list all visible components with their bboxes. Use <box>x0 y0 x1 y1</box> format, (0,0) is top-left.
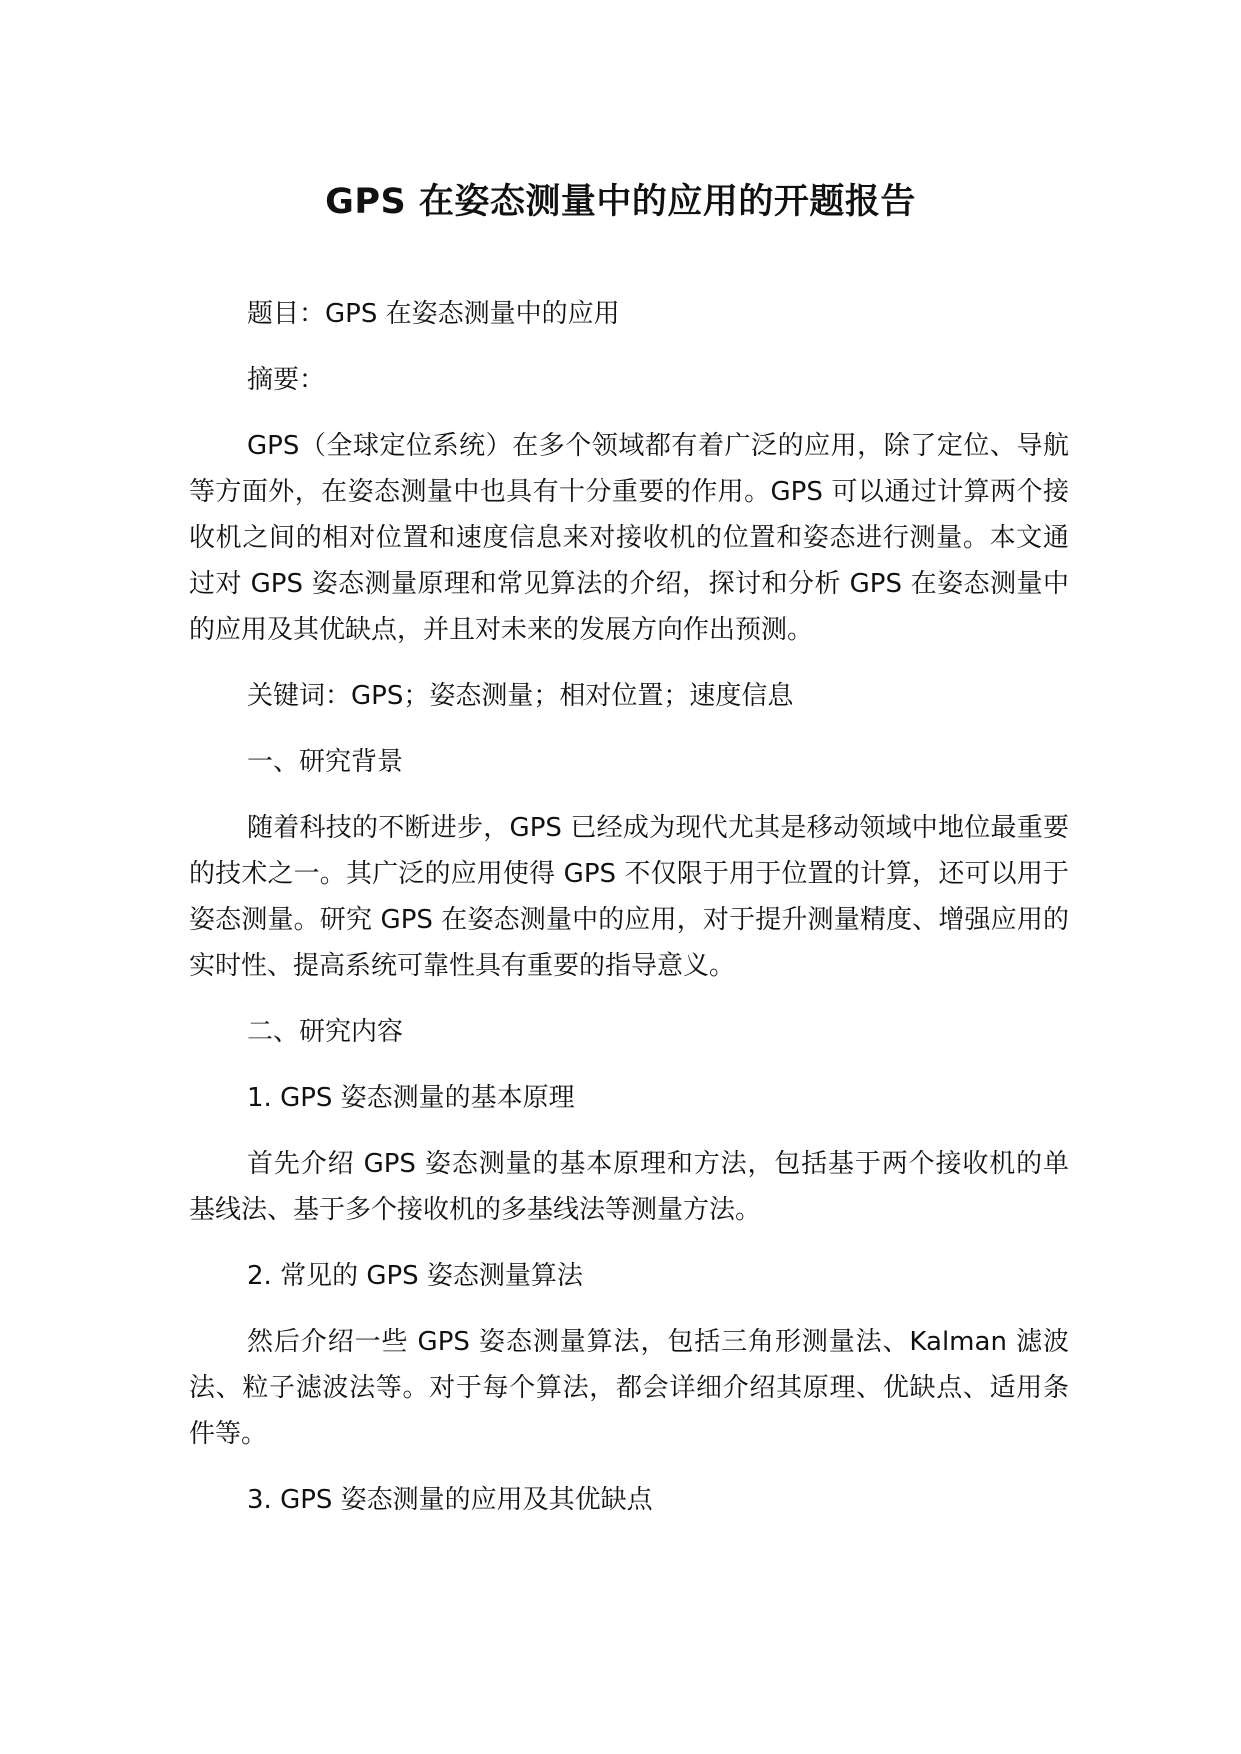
abstract-heading: 摘要： <box>247 365 326 395</box>
section-heading-background: 一、研究背景 <box>247 747 404 777</box>
background-paragraph: 随着科技的不断进步，GPS 已经成为现代尤其是移动领域中地位最重要的技术之一。其广泛的应用使得 GPS 不仅限于用于位置的计算，还可以用于姿态测量。研究 GPS 在姿态测量中的应用，对于提升测量精度、增强应用的实时性、提高系统可靠性具有重要的指导意义。 <box>189 813 1069 981</box>
document-title: GPS 在姿态测量中的应用的开题报告 <box>325 182 916 222</box>
subheading-algorithms: 2. 常见的 GPS 姿态测量算法 <box>247 1261 583 1291</box>
keywords-line: 关键词：GPS；姿态测量；相对位置；速度信息 <box>247 681 794 711</box>
topic-line: 题目：GPS 在姿态测量中的应用 <box>247 299 620 329</box>
subheading-principle: 1. GPS 姿态测量的基本原理 <box>247 1083 575 1113</box>
abstract-paragraph: GPS（全球定位系统）在多个领域都有着广泛的应用，除了定位、导航等方面外，在姿态测量中也具有十分重要的作用。GPS 可以通过计算两个接收机之间的相对位置和速度信息来对接收机的位置和姿态进行测量。本文通过对 GPS 姿态测量原理和常见算法的介绍，探讨和分析 GPS 在姿态测量中的应用及其优缺点，并且对未来的发展方向作出预测。 <box>189 431 1069 645</box>
algorithms-paragraph: 然后介绍一些 GPS 姿态测量算法，包括三角形测量法、Kalman 滤波法、粒子滤波法等。对于每个算法，都会详细介绍其原理、优缺点、适用条件等。 <box>189 1327 1069 1449</box>
document-body <box>189 291 1069 1543</box>
principle-paragraph: 首先介绍 GPS 姿态测量的基本原理和方法，包括基于两个接收机的单基线法、基于多个接收机的多基线法等测量方法。 <box>189 1149 1069 1225</box>
section-heading-content: 二、研究内容 <box>247 1017 404 1047</box>
subheading-applications: 3. GPS 姿态测量的应用及其优缺点 <box>247 1485 653 1515</box>
